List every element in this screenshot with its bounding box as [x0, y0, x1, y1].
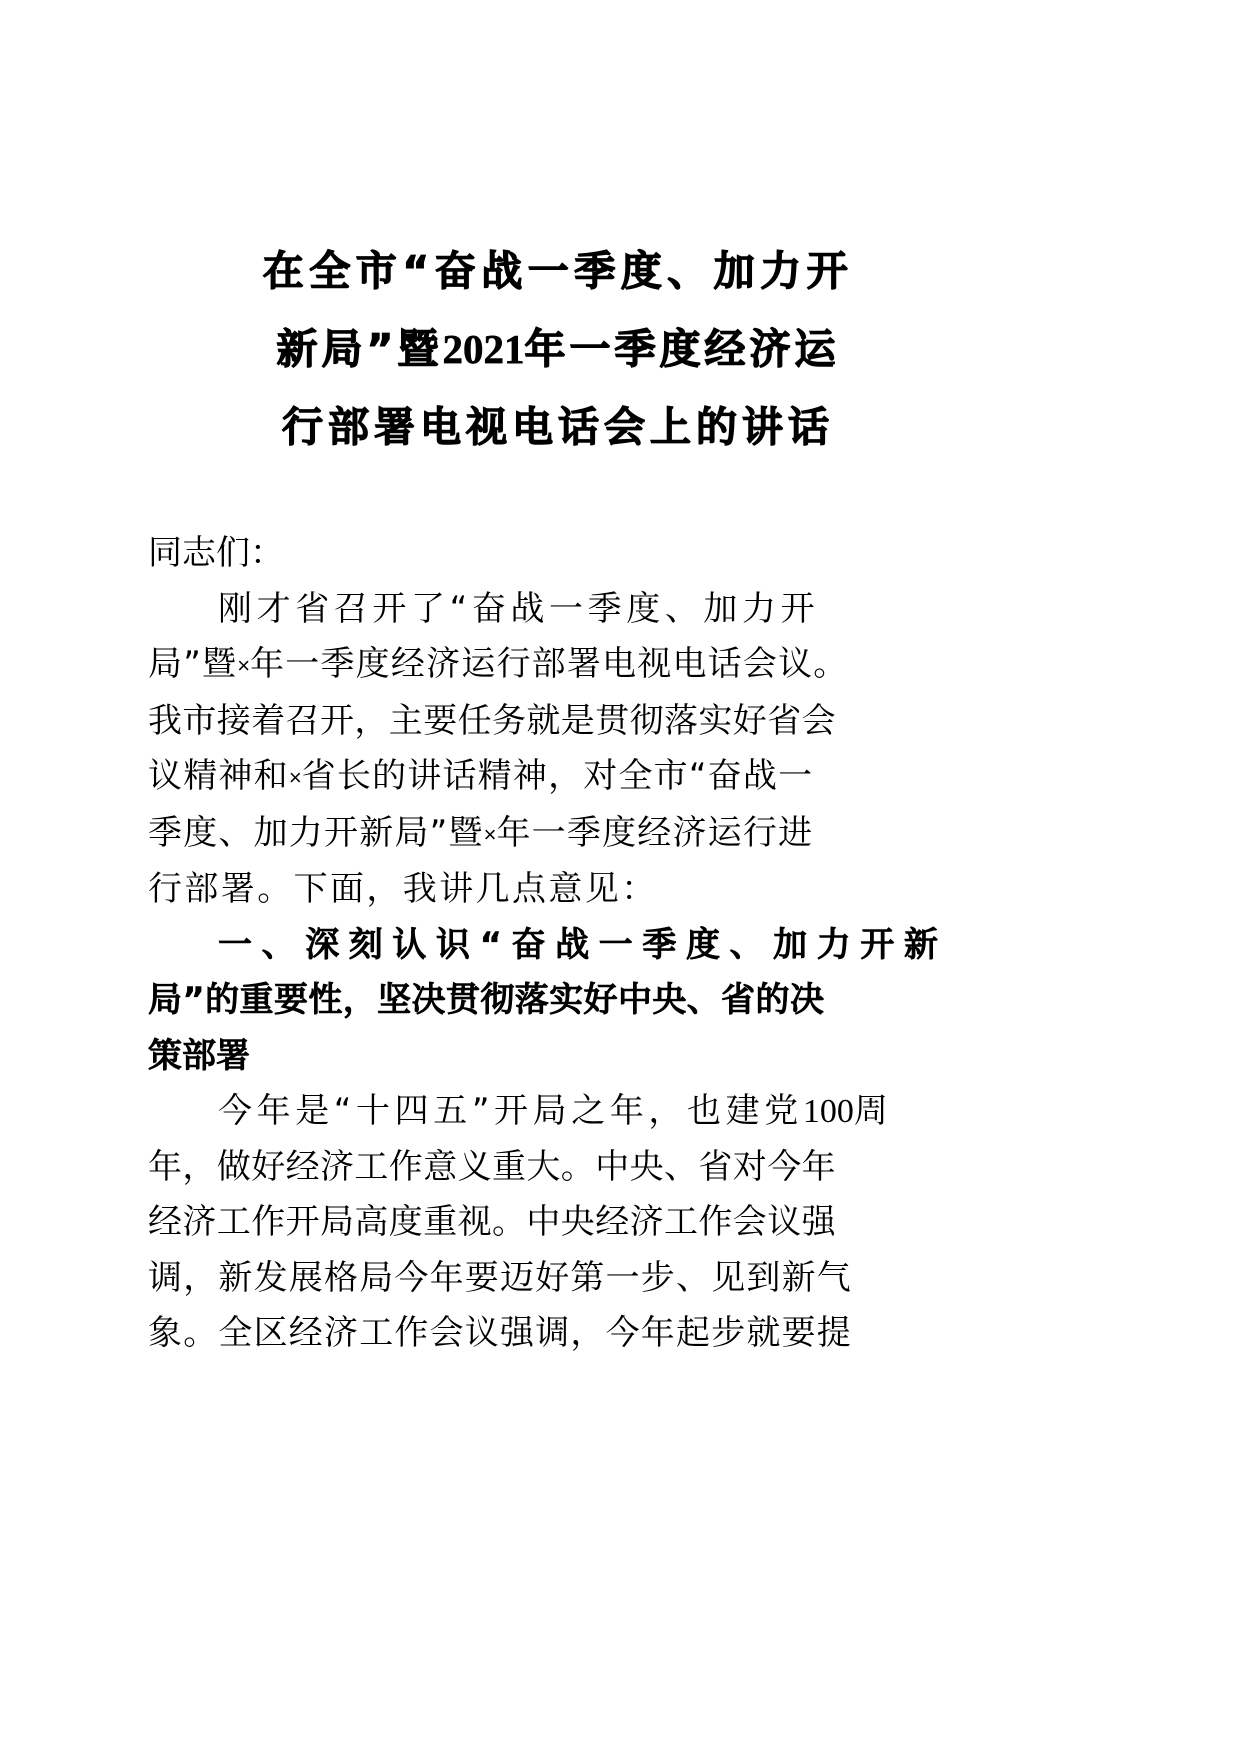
salutation [148, 526, 968, 582]
paragraph-3-line-5: 象。全区经济工作会议强调，今年起步就要提 [148, 1313, 852, 1353]
paragraph-3-line-3: 经济工作开局高度重视。中央经济工作会议强 [148, 1202, 836, 1242]
paragraph-1-line-5: 季度、加力开新局”暨×年一季度经济运行进 [148, 812, 814, 853]
numeral: 0 [836, 1093, 854, 1130]
paragraph-2-line-1: 一、深刻认识“奋战一季度、加力开新 [218, 924, 948, 965]
paragraph-1-line-6: 行部署。下面，我讲几点意见： [148, 869, 658, 909]
paragraph-1 [148, 582, 968, 918]
paragraph-3-line-1: 今年是“十四五”开局之年，也建党100周 [218, 1091, 893, 1131]
title-line-2: 新局”暨2021年一季度经济运 [276, 325, 840, 373]
page-title [148, 0, 968, 466]
paragraph-3 [148, 1084, 968, 1362]
title-line-3: 行部署电视电话会上的讲话 [282, 403, 834, 451]
paragraph-1-line-4: 议精神和×省长的讲话精神，对全市“奋战一 [148, 756, 814, 796]
numeral: 0 [819, 1093, 837, 1130]
redacted-marker: × [483, 821, 497, 847]
salutation-line: 同志们： [148, 533, 284, 573]
numeral: 0 [462, 326, 484, 372]
redacted-marker: × [237, 653, 251, 678]
redacted-marker: × [288, 765, 302, 790]
numeral: 1 [802, 1093, 820, 1130]
numeral: 1 [503, 326, 525, 372]
paragraph-2-heading [148, 918, 968, 1085]
page-content [148, 0, 968, 1362]
title-line-1: 在全市“奋战一季度、加力开 [262, 247, 854, 295]
numeral: 2 [483, 326, 504, 372]
paragraph-3-line-2: 年，做好经济工作意义重大。中央、省对今年 [148, 1146, 836, 1187]
paragraph-3-line-4: 调，新发展格局今年要迈好第一步、见到新气 [148, 1257, 852, 1298]
document-body [148, 526, 968, 1362]
paragraph-1-line-3: 我市接着召开，主要任务就是贯彻落实好省会 [148, 700, 836, 741]
paragraph-2-line-2: 局”的重要性，坚决贯彻落实好中央、省的决 [148, 980, 825, 1020]
paragraph-1-line-1: 刚才省召开了“奋战一季度、加力开 [218, 588, 820, 629]
paragraph-1-line-2: 局”暨×年一季度经济运行部署电视电话会议。 [148, 644, 849, 684]
paragraph-2-line-3: 策部署 [148, 1035, 250, 1076]
numeral: 2 [442, 326, 463, 372]
